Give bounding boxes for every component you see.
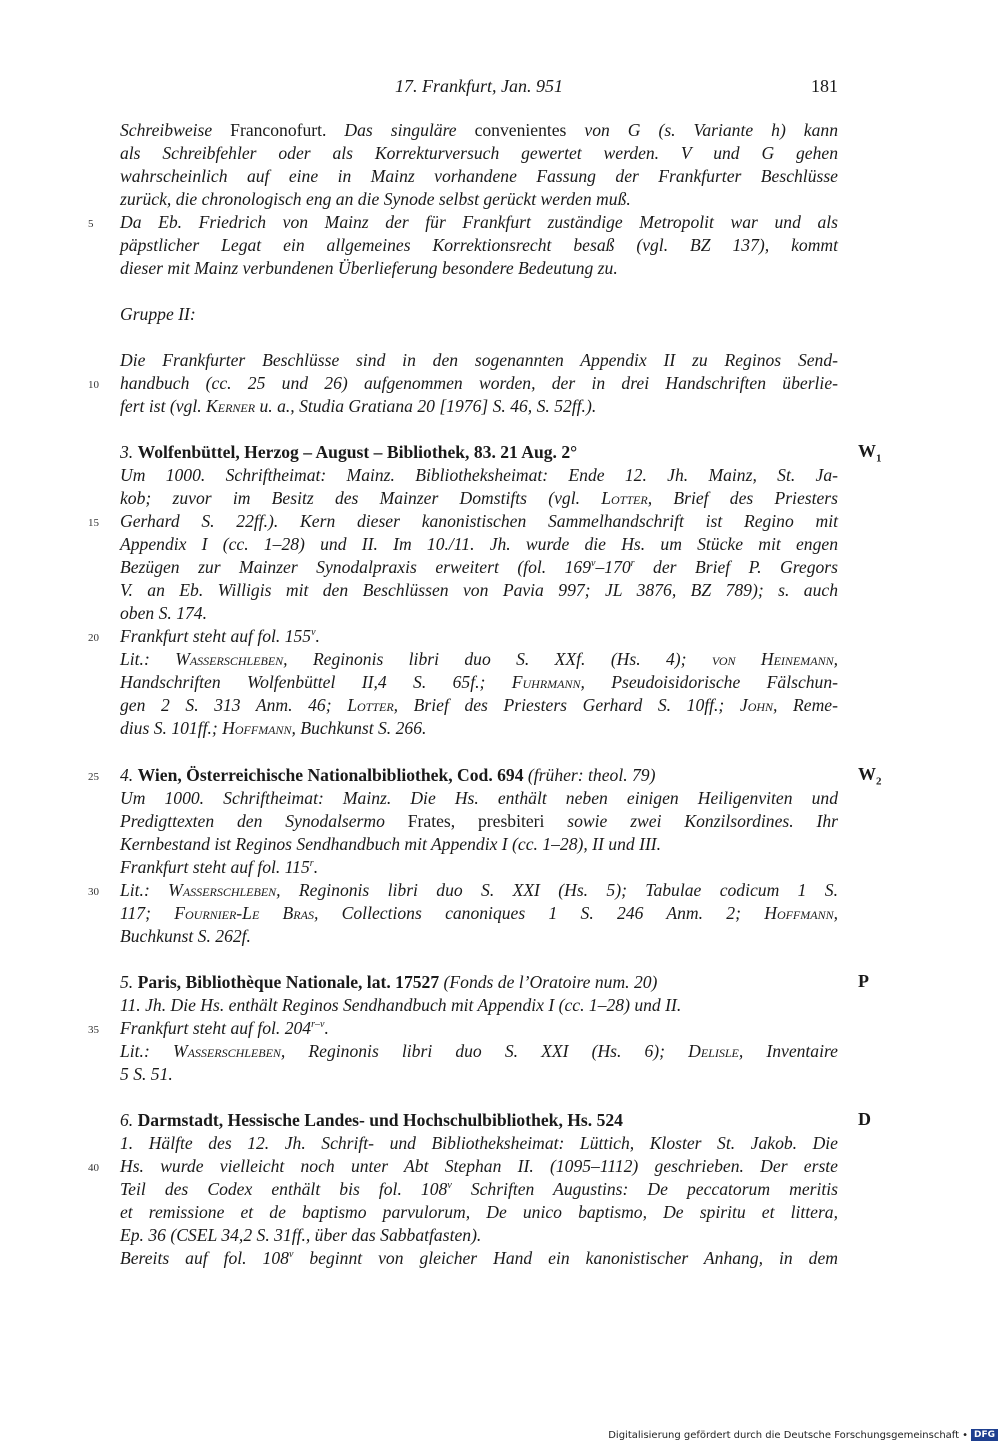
text-line: oben S. 174. xyxy=(120,603,207,623)
text-line: dieser mit Mainz verbundenen Überlieferung besondere Bedeutung zu. xyxy=(120,258,618,278)
running-title: 17. Frankfurt, Jan. 951 xyxy=(395,76,563,96)
text-line: Lit.: Wasserschleben, Reginonis libri duo S. XXf. (Hs. 4); von Heinemann, xyxy=(120,649,838,669)
text-line: Die Frankfurter Beschlüsse sind in den sogenannten Appendix II zu Reginos Send- xyxy=(120,350,838,370)
text-line: Lit.: Wasserschleben, Reginonis libri duo S. XXI (Hs. 6); Delisle, Inventaire xyxy=(120,1041,838,1061)
text-line: Handschriften Wolfenbüttel II,4 S. 65f.; Fuhrmann, Pseudoisidorische Fälschun- xyxy=(120,672,838,692)
text-line: Kernbestand ist Reginos Sendhandbuch mit Appendix I (cc. 1–28), II und III. xyxy=(120,834,662,854)
text-line: Appendix I (cc. 1–28) und II. Im 10./11. Jh. wurde die Hs. um Stücke mit engen xyxy=(120,534,838,554)
text-line: wahrscheinlich auf eine in Mainz vorhandene Fassung der Frankfurter Beschlüsse xyxy=(120,166,838,186)
text-line: dius S. 101ff.; Hoffmann, Buchkunst S. 266. xyxy=(120,718,427,738)
footer-text: Digitalisierung gefördert durch die Deutsche Forschungsgemeinschaft xyxy=(608,1429,960,1441)
text-line: gen 2 S. 313 Anm. 46; Lotter, Brief des Priesters Gerhard S. 10ff.; John, Reme- xyxy=(120,695,838,715)
siglum-p: P xyxy=(858,971,869,991)
text-line: Predigttexten den Synodalsermo Frates, presbiteri sowie zwei Konzilsordines. Ihr xyxy=(120,811,839,831)
siglum-w1: $W_1$ xyxy=(858,441,882,465)
text-line: Buchkunst S. 262f. xyxy=(120,926,251,946)
line-number: 20 xyxy=(88,632,99,644)
text-line: Da Eb. Friedrich von Mainz der für Frankfurt zuständige Metropolit war und als xyxy=(120,212,838,232)
entry-heading: 5. Paris, Bibliothèque Nationale, lat. 17527 (Fonds de l’Oratoire num. 20) xyxy=(120,972,658,992)
text-line: kob; zuvor im Besitz des Mainzer Domstifts (vgl. Lotter, Brief des Priesters xyxy=(120,488,838,508)
text-line: handbuch (cc. 25 und 26) aufgenommen worden, der in drei Handschriften überlie- xyxy=(120,373,838,393)
text-line: Bezügen zur Mainzer Synodalpraxis erweitert (fol. 169$^v$–170$^r$ der Brief P. Gregors xyxy=(120,557,839,577)
text-line: Ep. 36 (CSEL 34,2 S. 31ff., über das Sabbatfasten). xyxy=(120,1225,482,1245)
line-number: 35 xyxy=(88,1024,99,1036)
dfg-logo: DFG xyxy=(971,1429,998,1441)
text-line: päpstlicher Legat ein allgemeines Korrektionsrecht besaß (vgl. BZ 137), kommt xyxy=(120,235,838,255)
text-line: Teil des Codex enthält bis fol. 108$^v$ Schriften Augustins: De peccatorum meritis xyxy=(120,1179,838,1199)
section-heading: Gruppe II: xyxy=(120,304,196,324)
text-line: Gerhard S. 22ff.). Kern dieser kanonistischen Sammelhandschrift ist Regino mit xyxy=(120,511,838,531)
text-line: Frankfurt steht auf fol. 115$^r$. xyxy=(120,857,319,877)
text-line: V. an Eb. Willigis mit den Beschlüssen von Pavia 997; JL 3876, BZ 789); s. auch xyxy=(120,580,838,600)
line-number: 30 xyxy=(88,886,99,898)
text-line: Bereits auf fol. 108$^v$ beginnt von gleicher Hand ein kanonistischer Anhang, in dem xyxy=(120,1248,838,1268)
entry-heading: 4. Wien, Österreichische Nationalbibliothek, Cod. 694 (früher: theol. 79) xyxy=(120,765,656,785)
line-number: 5 xyxy=(88,218,94,230)
page-number: 181 xyxy=(811,76,838,96)
text-line: 11. Jh. Die Hs. enthält Reginos Sendhandbuch mit Appendix I (cc. 1–28) und II. xyxy=(120,995,682,1015)
line-number: 10 xyxy=(88,379,99,391)
text-line: als Schreibfehler oder als Korrekturversuch gewertet werden. V und G gehen xyxy=(120,143,838,163)
text-line: fert ist (vgl. Kerner u. a., Studia Gratiana 20 [1976] S. 46, S. 52ff.). xyxy=(120,396,597,416)
siglum-w2: $W_2$ xyxy=(858,764,882,788)
text-line: Frankfurt steht auf fol. 204$^{r-v}$. xyxy=(120,1018,329,1038)
footer-separator: • xyxy=(962,1429,968,1441)
text-line: Schreibweise Franconofurt. Das singuläre convenientes von G (s. Variante h) kann xyxy=(120,120,838,140)
text-line: 117; Fournier-Le Bras, Collections canoniques 1 S. 246 Anm. 2; Hoffmann, xyxy=(120,903,839,923)
text-line: 5 S. 51. xyxy=(120,1064,173,1084)
line-number: 25 xyxy=(88,771,99,783)
text-line: Frankfurt steht auf fol. 155$^v$. xyxy=(120,626,320,646)
text-line: Um 1000. Schriftheimat: Mainz. Bibliotheksheimat: Ende 12. Jh. Mainz, St. Ja- xyxy=(120,465,838,485)
text-line: Lit.: Wasserschleben, Reginonis libri duo S. XXI (Hs. 5); Tabulae codicum 1 S. xyxy=(120,880,838,900)
text-line: Hs. wurde vielleicht noch unter Abt Stephan II. (1095–1112) geschrieben. Der erste xyxy=(120,1156,838,1176)
text-line: 1. Hälfte des 12. Jh. Schrift- und Bibliotheksheimat: Lüttich, Kloster St. Jakob. Die xyxy=(120,1133,838,1153)
siglum-d: D xyxy=(858,1109,871,1129)
text-line: zurück, die chronologisch eng an die Synode selbst gerückt werden muß. xyxy=(120,189,631,209)
line-number: 15 xyxy=(88,517,99,529)
text-line: Um 1000. Schriftheimat: Mainz. Die Hs. enthält neben einigen Heiligenviten und xyxy=(120,788,838,808)
digitization-footer xyxy=(608,1429,998,1441)
entry-heading: 3. Wolfenbüttel, Herzog – August – Bibliothek, 83. 21 Aug. 2° xyxy=(120,442,578,462)
text-line: et remissione et de baptismo parvulorum, De unico baptismo, De spiritu et littera, xyxy=(120,1202,838,1222)
entry-heading: 6. Darmstadt, Hessische Landes- und Hochschulbibliothek, Hs. 524 xyxy=(120,1110,623,1130)
line-number: 40 xyxy=(88,1162,99,1174)
running-header xyxy=(120,76,838,104)
